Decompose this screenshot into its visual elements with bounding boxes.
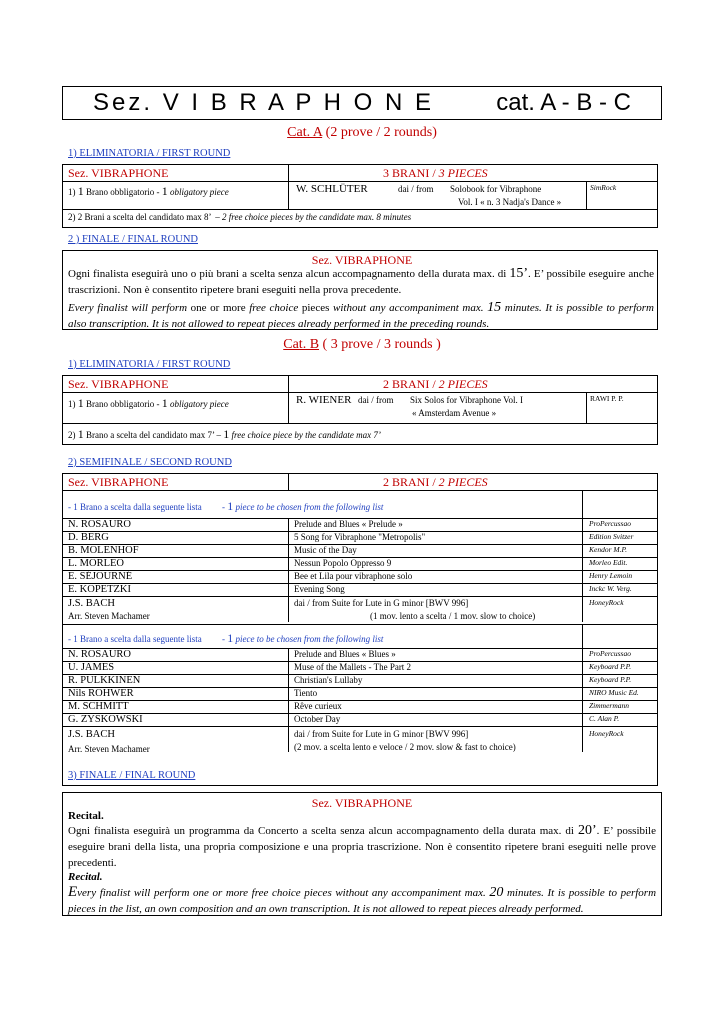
semi-list2-instruction: - 1 Brano a scelta dalla seguente lista - 1 piece to be chosen from the following list [68,631,384,645]
cat-b-final-it: Ogni finalista eseguirà un programma da Concerto a scelta senza alcun accompagnamento della durata max. di 20’. E’ possibile eseguire brani della lista, una propria composizione e una propria trascrizione. Non è consentito ripetere brani eseguiti nelle prove precedenti. [68,823,656,869]
cat-b-daifrom: dai / from [358,395,394,405]
cat-a-publisher: SimRock [590,183,617,192]
cat-b-publisher: RAWI P. P. [590,394,624,403]
cat-b-recital-en: Recital. [68,871,103,883]
publisher: Edition Svitzer [589,532,634,541]
cat-a-link[interactable]: Cat. A [287,125,323,140]
publisher: Kendor M.P. [589,545,627,554]
bach2-arr: Arr. Steven Machamer [68,744,150,754]
cat-a-brani: 3 BRANI / 3 PIECES [383,166,488,180]
section-title: Sez. V I B R A P H O N E [93,89,434,116]
piece-title: Bee et Lila pour vibraphone solo [294,571,413,581]
publisher: Henry Lemoin [589,571,633,580]
composer-name: N. ROSAURO [68,649,132,660]
publisher: Keyboard P.P. [589,662,632,671]
publisher: C. Alan P. [589,714,620,723]
cat-b-composer: R. WIENER [296,394,352,406]
piece-title: Muse of the Mallets - The Part 2 [294,662,412,672]
cat-b-final-en: Every finalist will perform one or more free choice pieces without any accompaniment max. 20 minutes. It is possible to perform pieces in the list, an own composition and an own transcription. It is not allowed to repeat pieces already performed. [68,884,657,915]
piece-title: October Day [294,714,341,724]
publisher: Zimmermann [589,701,630,710]
piece-title: Rêve curieux [294,701,342,711]
piece-title: Prelude and Blues « Blues » [294,649,396,659]
publisher: Keyboard P.P. [589,675,632,684]
publisher: Inckc W. Verg. [589,584,632,593]
composer-name: R. PULKKINEN [68,675,141,686]
publisher: ProPercussao [589,519,631,528]
cat-a-obligatory: 1) 1 Brano obbligatorio - 1 obligatory piece [68,184,229,198]
cat-a-work2: Vol. I « n. 3 Nadja's Dance » [458,197,562,207]
publisher: NIRO Music Ed. [589,688,639,697]
cat-a-final-it: Ogni finalista eseguirà uno o più brani a scelta senza alcun accompagnamento della durata max. di 15’. E’ possibile eseguire anche trascrizioni. Non è consentito ripetere brani eseguiti nella prova precedente. [68,266,654,296]
cat-b-link[interactable]: Cat. B [283,337,320,352]
piece-title: Prelude and Blues « Prelude » [294,519,403,529]
piece-title: Tiento [294,688,318,698]
piece-title: Music of the Day [294,545,357,555]
category-title: cat. A - B - C [496,89,631,116]
bach1-name: J.S. BACH [68,598,115,609]
bach1-line2: (1 mov. lento a scelta / 1 mov. slow to choice) [370,611,536,621]
cat-b-round1[interactable]: 1) ELIMINATORIA / FIRST ROUND [68,359,231,370]
cat-a-round1[interactable]: 1) ELIMINATORIA / FIRST ROUND [68,148,231,159]
composer-name: D. BERG [68,532,109,543]
composer-name: Nils ROHWER [68,688,134,699]
cat-b-sez: Sez. VIBRAPHONE [68,377,169,391]
cat-b-brani: 2 BRANI / 2 PIECES [383,377,488,391]
cat-b-obligatory: 1) 1 Brano obbligatorio - 1 obligatory piece [68,396,229,410]
composer-name: M. SCHMITT [68,701,129,712]
bach1-arr: Arr. Steven Machamer [68,611,150,621]
piece-title: 5 Song for Vibraphone "Metropolis" [294,532,426,542]
cat-a-sez: Sez. VIBRAPHONE [68,166,169,180]
cat-a-work1: Solobook for Vibraphone [450,184,542,194]
piece-title: Evening Song [294,584,345,594]
cat-b-round3[interactable]: 3) FINALE / FINAL ROUND [68,770,196,781]
cat-a-final-en: Every finalist will perform one or more free choice pieces without any accompaniment max. 15 minutes. It is possible to perform also transcription. It is not allowed to repeat pieces already performed in the preceding rounds. [68,300,654,330]
cat-b-final-sez: Sez. VIBRAPHONE [311,796,413,810]
cat-a-heading: Cat. A (2 prove / 2 rounds) [287,125,437,140]
piece-title: Nessun Popolo Oppresso 9 [294,558,392,568]
cat-b-heading: Cat. B ( 3 prove / 3 rounds ) [283,337,441,352]
semi-list1-instruction: - 1 Brano a scelta dalla seguente lista - 1 piece to be chosen from the following list [68,499,384,513]
cat-a-daifrom: dai / from [398,184,434,194]
composer-name: B. MOLENHOF [68,545,139,556]
bach2-name: J.S. BACH [68,729,115,740]
cat-b-work1: Six Solos for Vibraphone Vol. I [410,395,523,405]
cat-a-composer: W. SCHLÜTER [296,183,368,195]
cat-b-work2: « Amsterdam Avenue » [412,408,497,418]
semi-sez: Sez. VIBRAPHONE [68,475,169,489]
bach1-pub: HoneyRock [589,598,624,607]
cat-a-final-sez: Sez. VIBRAPHONE [311,253,413,267]
header-box [62,86,662,120]
composer-name: N. ROSAURO [68,519,132,530]
composer-name: G. ZYSKOWSKI [68,714,143,725]
publisher: ProPercussao [589,649,631,658]
composer-name: E. SÉJOURNÉ [68,571,133,582]
cat-b-round2[interactable]: 2) SEMIFINALE / SECOND ROUND [68,457,232,468]
cat-a-round2[interactable]: 2 ) FINALE / FINAL ROUND [68,234,198,245]
composer-name: L. MORLEO [68,558,124,569]
cat-b-recital-it: Recital. [68,810,104,822]
cat-b-free-choice: 2) 1 Brano a scelta del candidato max 7’ – 1 free choice piece by the candidate max 7’ [68,427,381,441]
bach1-line1: dai / from Suite for Lute in G minor [BWV 996] [294,598,469,608]
composer-name: E. KOPETZKI [68,584,131,595]
piece-title: Christian's Lullaby [294,675,363,685]
composer-name: U. JAMES [68,662,115,673]
bach2-line2: (2 mov. a scelta lento e veloce / 2 mov. slow & fast to choice) [294,742,516,752]
semi-brani: 2 BRANI / 2 PIECES [383,475,488,489]
cat-a-free-choice: 2) 2 Brani a scelta del candidato max 8’ – 2 free choice pieces by the candidate max. 8 minutes [68,212,412,222]
bach2-line1: dai / from Suite for Lute in G minor [BWV 996] [294,729,469,739]
bach2-pub: HoneyRock [589,729,624,738]
publisher: Morleo Edit. [589,558,628,567]
